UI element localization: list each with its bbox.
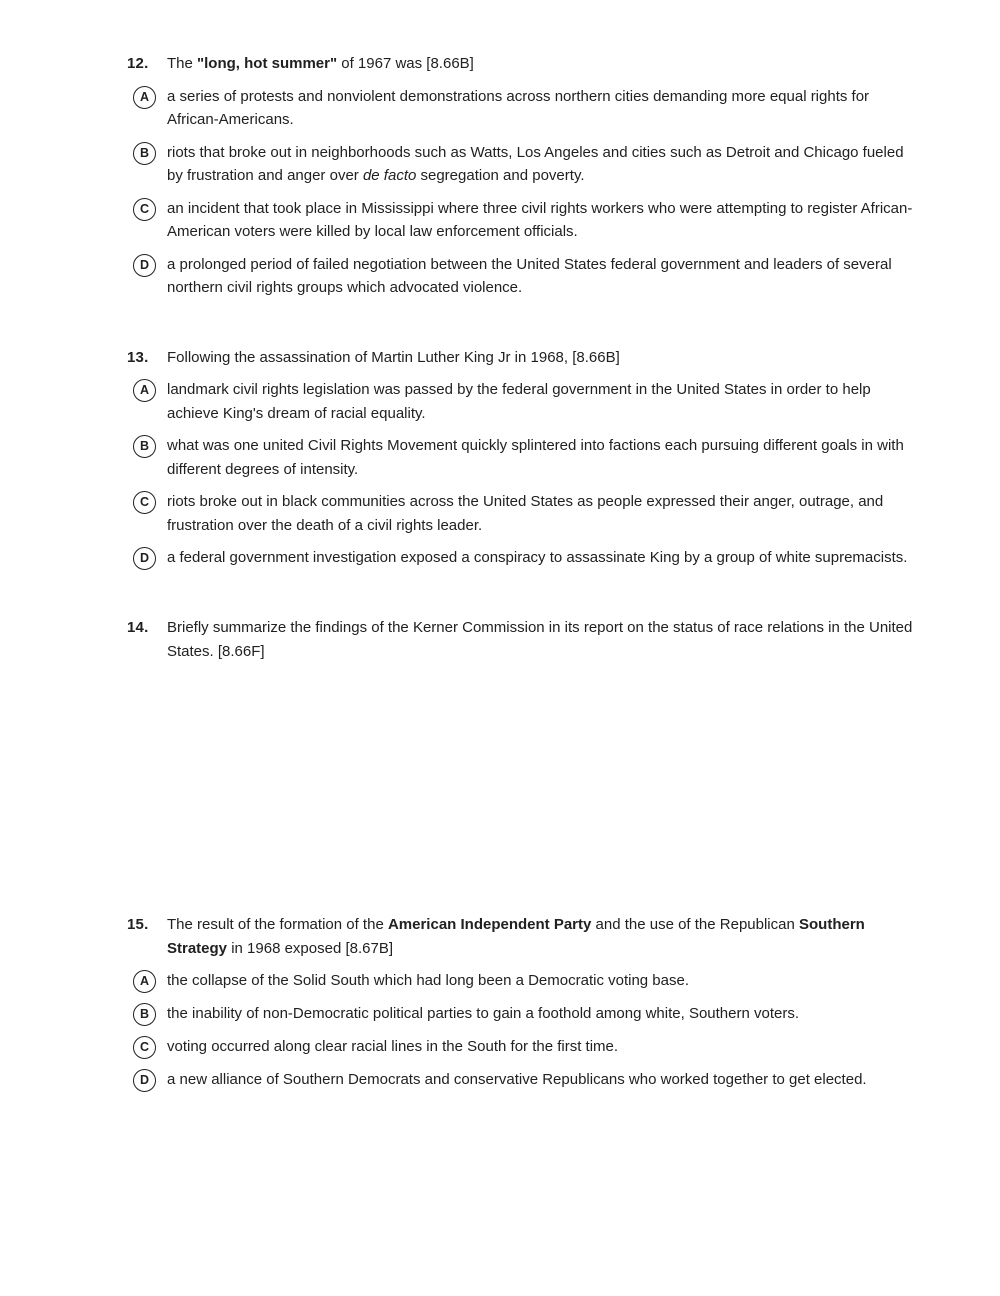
option-letter-column: [127, 1035, 167, 1059]
option-letter-circle: B: [133, 1003, 156, 1026]
option-list: [127, 969, 913, 1092]
question-row: [127, 913, 913, 960]
question-prompt: The result of the formation of the American Independent Party and the use of the Republican Southern Strategy in 1968 exposed [8.67B]: [167, 916, 865, 957]
option-text: a federal government investigation exposed a conspiracy to assassinate King by a group of white supremacists.: [167, 549, 908, 566]
option-letter-circle: A: [133, 86, 156, 109]
option-text: riots broke out in black communities across the United States as people expressed their anger, outrage, and frustration over the death of a civil rights leader.: [167, 493, 884, 534]
option-letter-column: [127, 253, 167, 277]
question-number: 12.: [127, 55, 149, 72]
option-text: what was one united Civil Rights Movement quickly splintered into factions each pursuing different goals in with different degrees of intensity.: [167, 437, 904, 478]
question-list: [127, 52, 913, 1092]
question-number: 13.: [127, 348, 149, 366]
option-letter-circle: C: [133, 1036, 156, 1059]
question-row: [127, 616, 913, 663]
option-letter-column: [127, 490, 167, 514]
option-letter-column: [127, 1068, 167, 1092]
option-letter-column: [127, 141, 167, 165]
answer-option: [127, 85, 913, 132]
question-row: [127, 52, 913, 76]
question-prompt: Following the assassination of Martin Luther King Jr in 1968, [8.66B]: [167, 348, 620, 366]
option-letter-column: [127, 85, 167, 109]
question-prompt: The "long, hot summer" of 1967 was [8.66B]: [167, 55, 474, 72]
option-text: the collapse of the Solid South which had long been a Democratic voting base.: [167, 972, 689, 989]
option-letter-circle: A: [133, 379, 156, 402]
option-letter-circle: D: [133, 254, 156, 277]
answer-option: [127, 378, 913, 425]
answer-space: [127, 663, 913, 867]
option-text: the inability of non-Democratic political parties to gain a foothold among white, Southern voters.: [167, 1005, 800, 1022]
question-block: [127, 346, 913, 571]
option-letter-circle: A: [133, 970, 156, 993]
option-text: voting occurred along clear racial lines in the South for the first time.: [167, 1038, 619, 1055]
option-text: a new alliance of Southern Democrats and conservative Republicans who worked together to get elected.: [167, 1071, 867, 1088]
option-letter-column: [127, 1002, 167, 1026]
option-list: [127, 378, 913, 570]
option-text: landmark civil rights legislation was passed by the federal government in the United States in order to help achieve King's dream of racial equality.: [167, 381, 871, 422]
option-text: a series of protests and nonviolent demonstrations across northern cities demanding more equal rights for African-Americans.: [167, 87, 870, 128]
answer-option: [127, 490, 913, 537]
answer-option: [127, 969, 913, 993]
answer-option: [127, 1035, 913, 1059]
answer-option: [127, 141, 913, 188]
option-text: riots that broke out in neighborhoods such as Watts, Los Angeles and cities such as Detroit and Chicago fueled by frustration and anger over de facto segregation and poverty.: [167, 143, 904, 184]
answer-option: [127, 1068, 913, 1092]
question-block: [127, 913, 913, 1092]
option-letter-circle: C: [133, 491, 156, 514]
option-letter-circle: B: [133, 142, 156, 165]
question-number: 14.: [127, 619, 149, 636]
option-letter-circle: C: [133, 198, 156, 221]
option-letter-circle: D: [133, 1069, 156, 1092]
answer-option: [127, 434, 913, 481]
question-block: [127, 52, 913, 300]
answer-option: [127, 546, 913, 570]
question-block: [127, 616, 913, 867]
question-number: 15.: [127, 916, 149, 933]
option-letter-column: [127, 434, 167, 458]
option-letter-column: [127, 546, 167, 570]
answer-option: [127, 253, 913, 300]
option-letter-circle: B: [133, 435, 156, 458]
option-text: an incident that took place in Mississippi where three civil rights workers who were attempting to register African-American voters were killed by local law enforcement officials.: [167, 199, 913, 240]
option-letter-column: [127, 378, 167, 402]
option-letter-column: [127, 197, 167, 221]
option-list: [127, 85, 913, 300]
answer-option: [127, 197, 913, 244]
question-prompt: Briefly summarize the findings of the Kerner Commission in its report on the status of race relations in the United States. [8.66F]: [167, 619, 913, 660]
question-row: [127, 346, 913, 370]
answer-option: [127, 1002, 913, 1026]
option-letter-column: [127, 969, 167, 993]
option-text: a prolonged period of failed negotiation between the United States federal government and leaders of several northern civil rights groups which advocated violence.: [167, 255, 892, 296]
option-letter-circle: D: [133, 547, 156, 570]
